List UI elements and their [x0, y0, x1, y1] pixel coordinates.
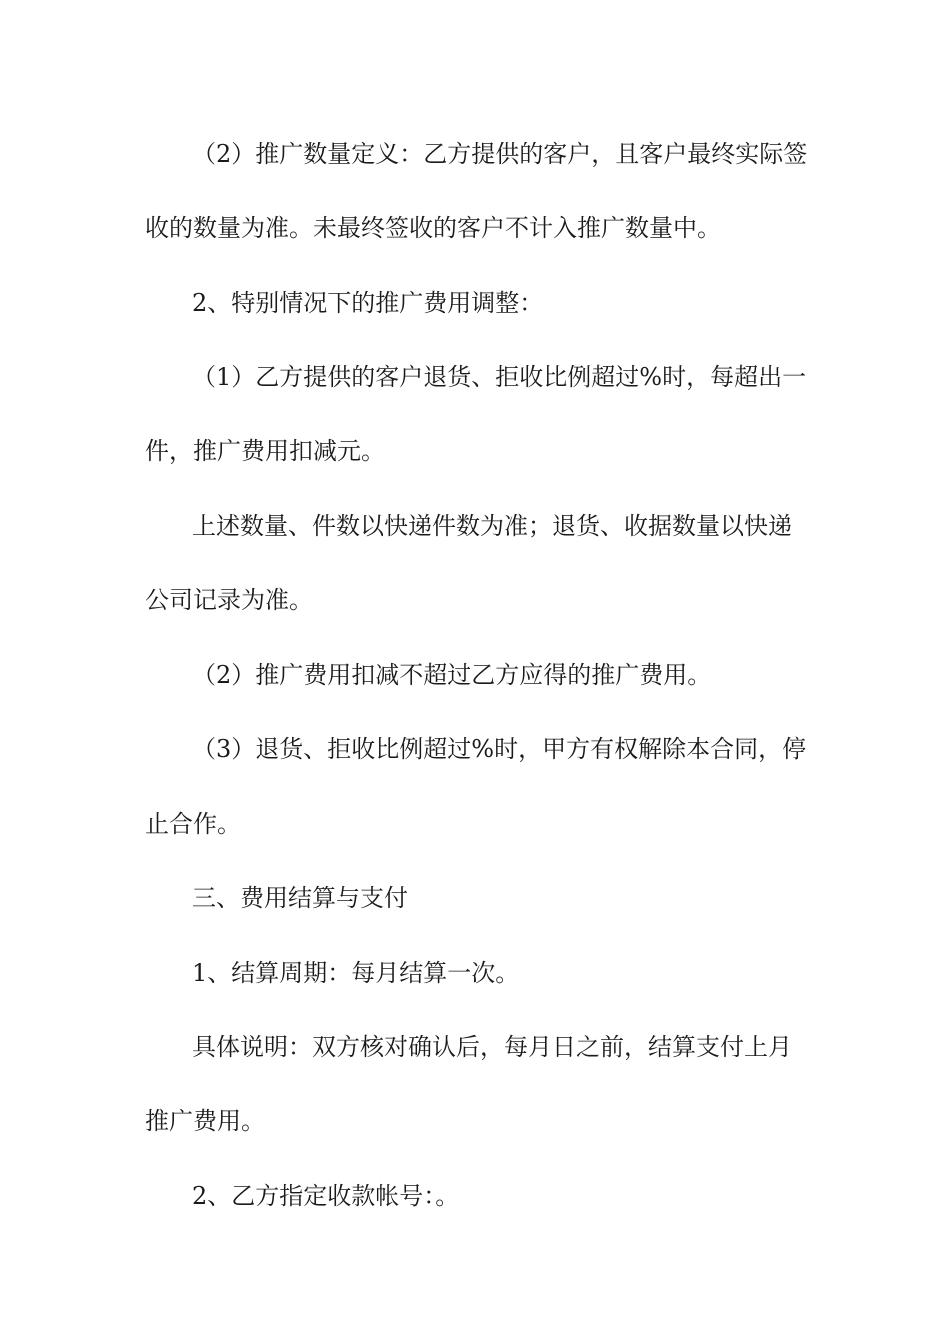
clause-3-2-line: 2、乙方指定收款帐号：。 [192, 1182, 460, 1210]
clause-2-2b-line: （2）推广费用扣减不超过乙方应得的推广费用。 [192, 661, 712, 689]
clause-2-1-line-2: 件，推广费用扣减元。 [145, 437, 385, 465]
detail-line-2: 推广费用。 [145, 1107, 265, 1135]
clause-2-2-line-2: 收的数量为准。未最终签收的客户不计入推广数量中。 [145, 214, 721, 242]
clause-2-1-line-1: （1）乙方提供的客户退货、拒收比例超过%时，每超出一 [192, 363, 807, 391]
note-line-1: 上述数量、件数以快递件数为准；退货、收据数量以快递 [192, 512, 792, 540]
clause-2-3-line-2: 止合作。 [145, 810, 241, 838]
section-3-heading: 三、费用结算与支付 [192, 884, 408, 912]
clause-2-2-line-1: （2）推广数量定义：乙方提供的客户，且客户最终实际签 [192, 140, 808, 168]
detail-line-1: 具体说明：双方核对确认后，每月日之前，结算支付上月 [192, 1033, 792, 1061]
section-2-heading: 2、特别情况下的推广费用调整： [192, 289, 544, 317]
clause-3-1-line: 1、结算周期：每月结算一次。 [192, 959, 520, 987]
note-line-2: 公司记录为准。 [145, 586, 313, 614]
clause-2-3-line-1: （3）退货、拒收比例超过%时，甲方有权解除本合同，停 [192, 735, 807, 763]
